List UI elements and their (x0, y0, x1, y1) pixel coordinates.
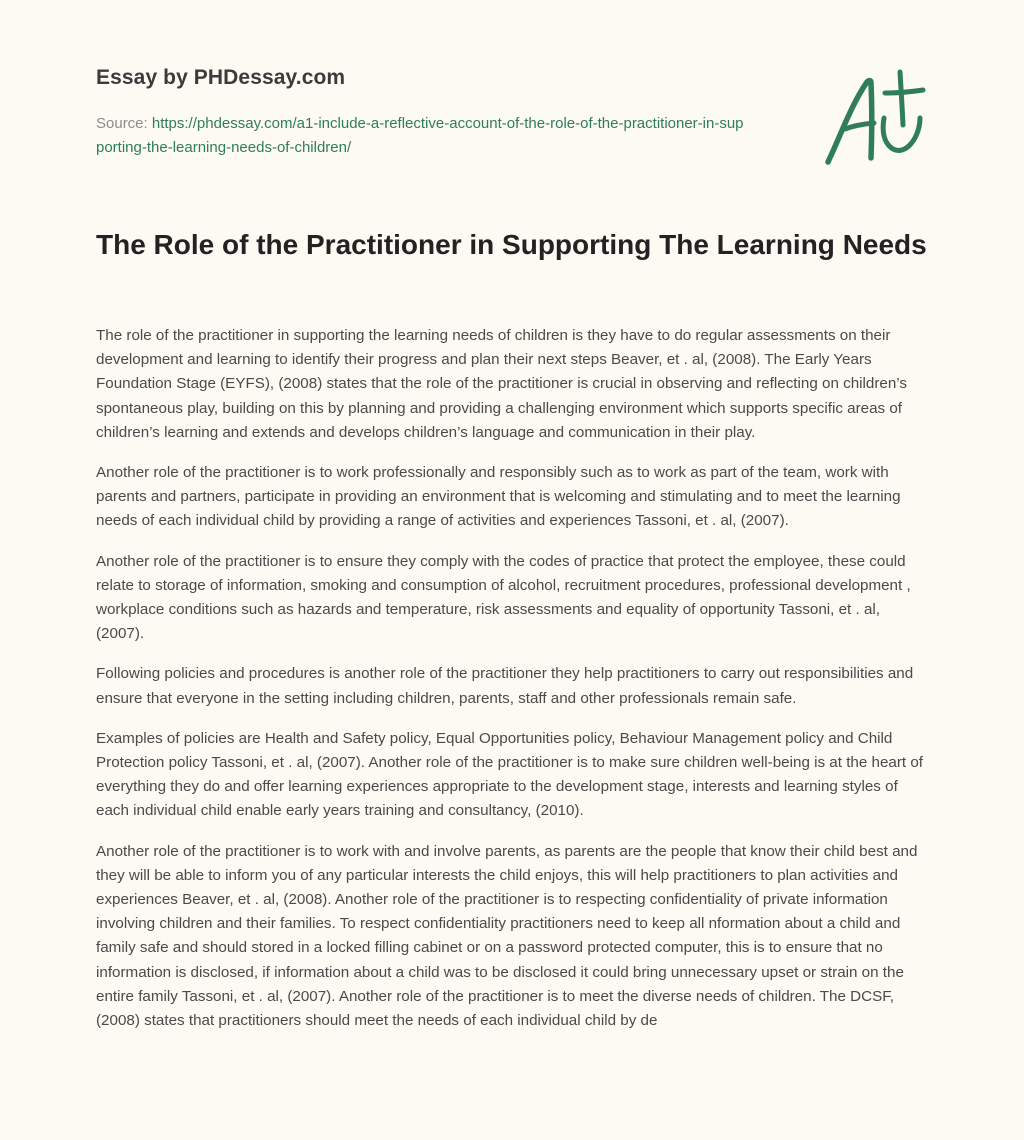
source-label: Source: (96, 115, 152, 132)
essay-paragraph-4: Following policies and procedures is another role of the practitioner they help practitioners to carry out responsibilities and ensure that everyone in the setting including children, parents, staff and other professionals remain safe. (96, 665, 914, 707)
a-plus-logo-icon (820, 66, 932, 168)
page-header (96, 0, 932, 180)
essay-paragraph-2: Another role of the practitioner is to work professionally and responsibly such as to work as part of the team, work with parents and partners, participate in providing an environment that is welcoming and stimulating and to meet the learning needs of each individual child by providing a range of activities and experiences Tassoni, et . al, (2007). (96, 464, 901, 530)
essay-paragraph-3: Another role of the practitioner is to ensure they comply with the codes of practice that protect the employee, these could relate to storage of information, smoking and consumption of alcohol, recruitment procedures, professional development , workplace conditions such as hazards and temperature, risk assessments and equality of opportunity Tassoni, et . al, (2007). (96, 552, 911, 643)
essay-title: The Role of the Practitioner in Supporting The Learning Needs (96, 229, 927, 260)
essay-page (96, 0, 932, 1140)
essay-paragraph-1: The role of the practitioner in supporting the learning needs of children is they have to do regular assessments on their development and learning to identify their progress and plan their next steps Beaver, et . al, (2008). The Early Years Foundation Stage (EYFS), (2008) states that the role of the practitioner is crucial in observing and reflecting on children’s spontaneous play, building on this by planning and providing a challenging environment which supports specific areas of children’s learning and extends and develops children’s language and communication in their play. (96, 327, 908, 441)
essay-body (96, 324, 932, 1049)
essay-paragraph-5: Examples of policies are Health and Safety policy, Equal Opportunities policy, Behaviour Management policy and Child Protection policy Tassoni, et . al, (2007). Another role of the practitioner is to make sure children well-being is at the heart of everything they do and offer learning experiences appropriate to the development stage, interests and learning styles of each individual child enable early years training and consultancy, (2010). (96, 729, 924, 820)
source-link[interactable]: https://phdessay.com/a1-include-a-reflective-account-of-the-role-of-the-practitioner-in-supporting-the-learning-needs-of-children/ (96, 115, 744, 156)
site-brand: Essay by PHDessay.com (96, 66, 346, 89)
essay-paragraph-6: Another role of the practitioner is to work with and involve parents, as parents are the people that know their child best and they will be able to inform you of any particular interests the child enjoys, this will help practitioners to plan activities and experiences Beaver, et . al, (2008). Another role of the practitioner is to respecting confidentiality of private information involving children and their families. To respect confidentiality practitioners need to keep all nformation about a child and family safe and should stored in a locked filling cabinet or on a password protected computer, this is to ensure that no information is disclosed, if information about a child was to be disclosed it could bring unnecessary upset or strain on the entire family Tassoni, et . al, (2007). Another role of the practitioner is to meet the diverse needs of children. The DCSF, (2008) states that practitioners should meet the needs of each individual child by de (96, 842, 918, 1030)
source-line (96, 112, 746, 160)
